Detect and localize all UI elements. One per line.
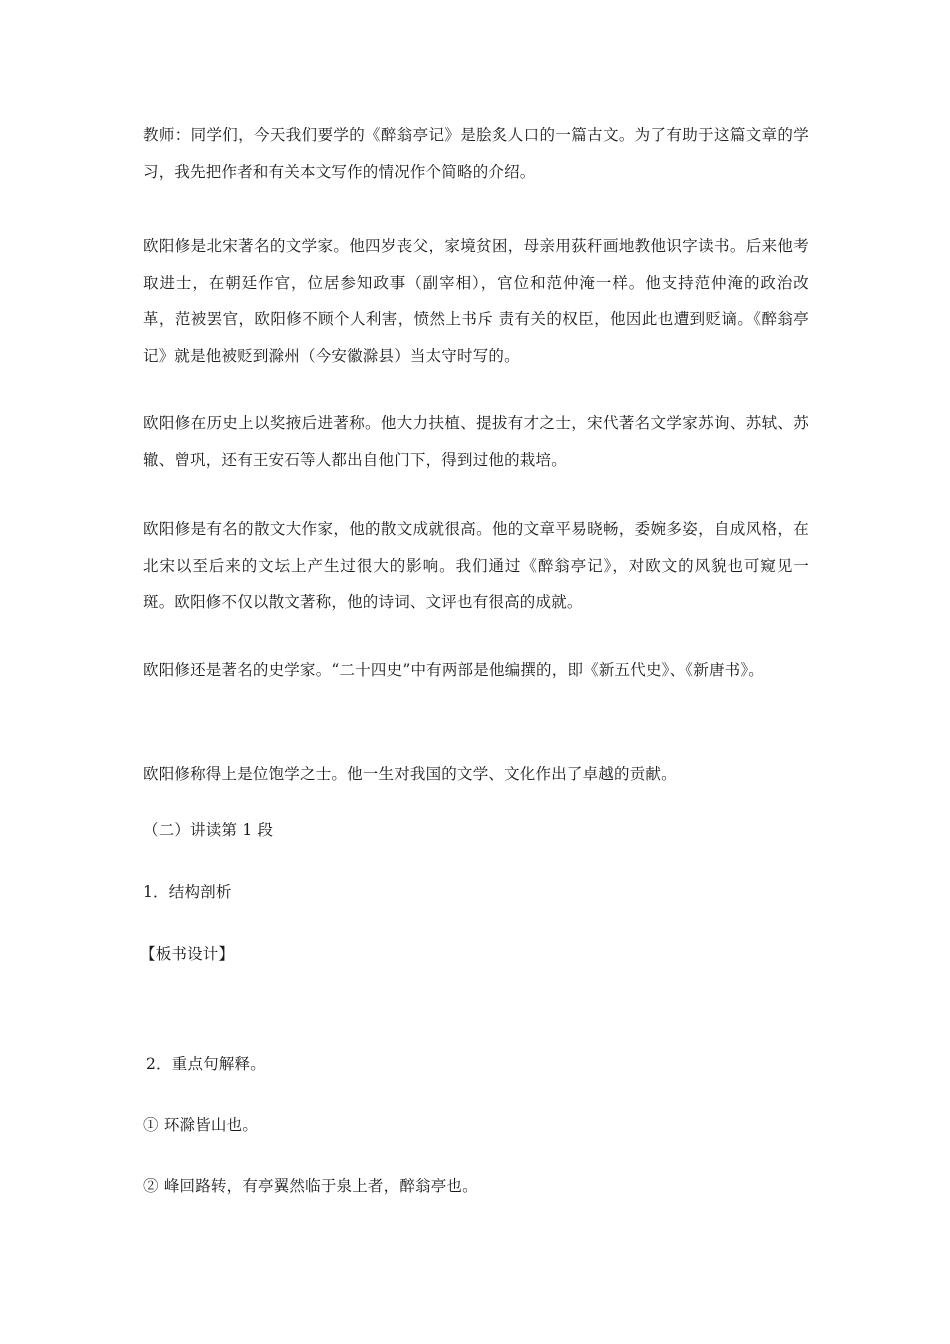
key-sentences-item: 2．重点句解释。	[146, 1055, 266, 1073]
intro-paragraph: 教师：同学们，今天我们要学的《醉翁亭记》是脍炙人口的一篇古文。为了有助于这篇文章的学习，我先把作者和有关本文写作的情况作个简略的介绍。	[143, 126, 809, 181]
structure-analysis-item: 1．结构剖析	[143, 883, 232, 901]
section-heading: （二）讲读第 1 段	[143, 821, 274, 839]
sentence-1: ① 环滁皆山也。	[143, 1116, 259, 1134]
prose-paragraph: 欧阳修是有名的散文大作家，他的散文成就很高。他的文章平易晓畅，委婉多姿，自成风格，在北宋以至后来的文坛上产生过很大的影响。我们通过《醉翁亭记》，对欧文的风貌也可窥见一斑。欧阳修不仅以散文著称，他的诗词、文评也有很高的成就。	[143, 520, 809, 611]
sentence-2: ② 峰回路转，有亭翼然临于泉上者，醉翁亭也。	[143, 1177, 478, 1195]
historian-paragraph: 欧阳修还是著名的史学家。“二十四史”中有两部是他编撰的，即《新五代史》、《新唐书》。	[143, 661, 765, 679]
scholar-paragraph: 欧阳修称得上是位饱学之士。他一生对我国的文学、文化作出了卓越的贡献。	[143, 765, 677, 783]
mentorship-paragraph: 欧阳修在历史上以奖掖后进著称。他大力扶植、提拔有才之士，宋代著名文学家苏询、苏轼、苏辙、曾巩，还有王安石等人都出自他门下，得到过他的栽培。	[143, 414, 809, 469]
biography-paragraph: 欧阳修是北宋著名的文学家。他四岁丧父，家境贫困，母亲用荻秆画地教他识字读书。后来他考取进士，在朝廷作官，位居参知政事（副宰相），官位和范仲淹一样。他支持范仲淹的政治改革，范被罢官，欧阳修不顾个人利害，愤然上书斥 责有关的权臣，他因此也遭到贬谪。《醉翁亭记》就是他被贬到滁州（今安徽滁县）当太守时写的。	[143, 237, 809, 365]
board-design-label: 【板书设计】	[140, 945, 235, 963]
